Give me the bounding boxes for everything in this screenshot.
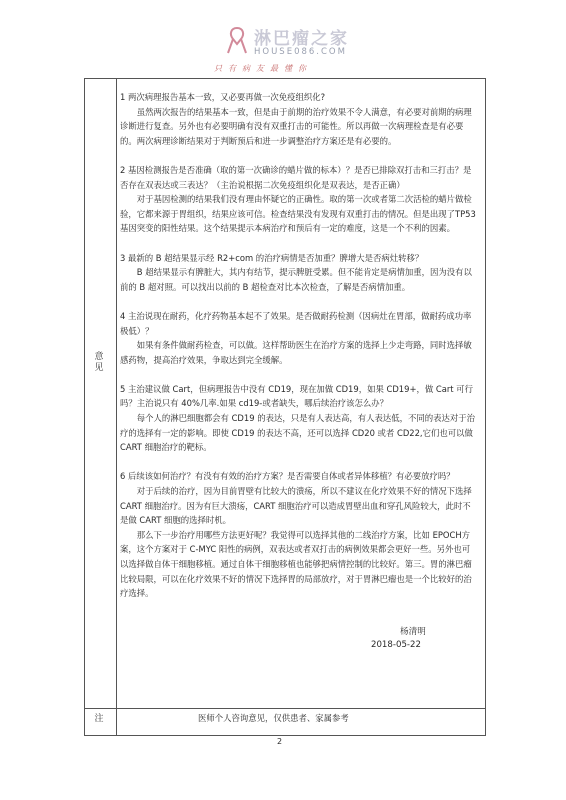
answer-5: 每个人的淋巴细胞都会有 CD19 的表达，只是有人表达高，有人表达低，不同的表达对于治疗的选择有一定的影响。即使 CD19 的表达不高，还可以选择 CD20 或者 CD22,它们也可以做 CART 细胞治疗的靶标。	[120, 413, 475, 453]
site-url: HOUSE086.COM	[254, 47, 347, 57]
ribbon-logo-icon	[226, 26, 248, 56]
note-label: 注	[94, 714, 104, 724]
column-divider	[116, 79, 117, 735]
doctor-signature: 杨清明	[400, 627, 426, 637]
qa-section-2	[120, 163, 476, 236]
answer-6: 对于后续的治疗，因为目前胃壁有比较大的溃疡，所以不建议在化疗效果不好的情况下选择 CART 细胞治疗。因为有巨大溃疡，CART 细胞治疗可以造成胃壁出血和穿孔风险较大，此时不是做 CART 细胞的选择时机。	[120, 486, 472, 526]
page-number: 2	[277, 737, 283, 746]
answer-1: 虽然两次报告的结果基本一致，但是由于前期的治疗效果不令人满意，有必要对前期的病理诊断进行复查。另外也有必要明确有没有双重打击的可能性。所以再做一次病理检查是有必要的。两次病理诊断结果对于判断预后和进一步调整治疗方案还是有必要的。	[120, 106, 472, 146]
row-divider	[85, 708, 485, 709]
signature-date: 2018-05-22	[371, 640, 421, 650]
answer-3: B 超结果显示有脾脏大，其内有结节，提示脾脏受累。但不能肯定是病情加重，因为没有以前的 B 超对照。可以找出以前的 B 超检查对比本次检查，了解是否病情加重。	[120, 267, 472, 292]
site-logo	[214, 20, 422, 82]
answer-4: 如果有条件做耐药检查，可以做。这样帮助医生在治疗方案的选择上少走弯路，同时选择敏感药物，提高治疗效果，争取达到完全缓解。	[120, 340, 472, 365]
question-1: 1 两次病理报告基本一致，又必要再做一次免疫组织化?	[120, 92, 326, 102]
question-3: 3 最新的 B 超结果显示经 R2+com 的治疗病情是否加重？脾增大是否病灶转移？	[120, 252, 424, 263]
qa-section-1	[120, 90, 476, 148]
question-4: 4 主治说现在耐药，化疗药物基本起不了效果。是否做耐药检测（因病灶在胃部，做耐药成功率极低）？	[120, 310, 472, 336]
answer-6b: 那么下一步治疗用哪些方法更好呢？我觉得可以选择其他的二线治疗方案，比如 EPOCH方案，这个方案对于 C-MYC 阳性的病例，双表达或者双打击的病例效果都会更好一些。另外也可以选择做自体干细胞移植。通过自体干细胞移植也能够把病情控制的比较好。第三。胃的淋巴瘤比较局限，可以在化疗效果不好的情况下选择胃的局部放疗，对于胃淋巴瘤也是一个比较好的治疗选择。	[120, 529, 472, 599]
question-6: 6 后续该如何治疗？有没有有效的治疗方案？是否需要自体或者异体移植？有必要放疗吗？	[120, 471, 455, 482]
answer-2: 对于基因检测的结果我们没有理由怀疑它的正确性。取的第一次或者第二次活检的蜡片做检验，它都来源于胃组织，结果应该可信。检查结果没有发现有双重打击的情况。但是出现了TP53 基因突变的阳性结果。这个结果提示本病治疗和预后有一定的难度，这是一个不利的因素。	[120, 194, 476, 234]
note-text: 医师个人咨询意见，仅供患者、家属参考	[198, 713, 349, 723]
site-slogan: 只有病友最懂你	[214, 64, 312, 73]
question-5: 5 主治建议做 Cart，但病理报告中没有 CD19，现在加做 CD19，如果 CD19+，做 Cart 可行吗？主治说只有 40%几率.如果 cd19-或者缺失，哪后续治疗该怎么办？	[120, 383, 474, 409]
qa-section-5	[120, 382, 476, 455]
site-brand: 淋巴瘤之家	[254, 29, 349, 49]
opinion-label: 意见	[94, 352, 104, 373]
qa-section-6	[120, 469, 476, 600]
opinion-content	[120, 90, 476, 615]
qa-section-3	[120, 251, 476, 295]
qa-section-4	[120, 309, 476, 367]
question-2: 2 基因检测报告是否准确（取的第一次确诊的蜡片做的标本）？是否已排除双打击和三打击？是否存在双表达或三表达？（主治说根据二次免疫组织化是双表达，是否正确）	[120, 164, 472, 190]
